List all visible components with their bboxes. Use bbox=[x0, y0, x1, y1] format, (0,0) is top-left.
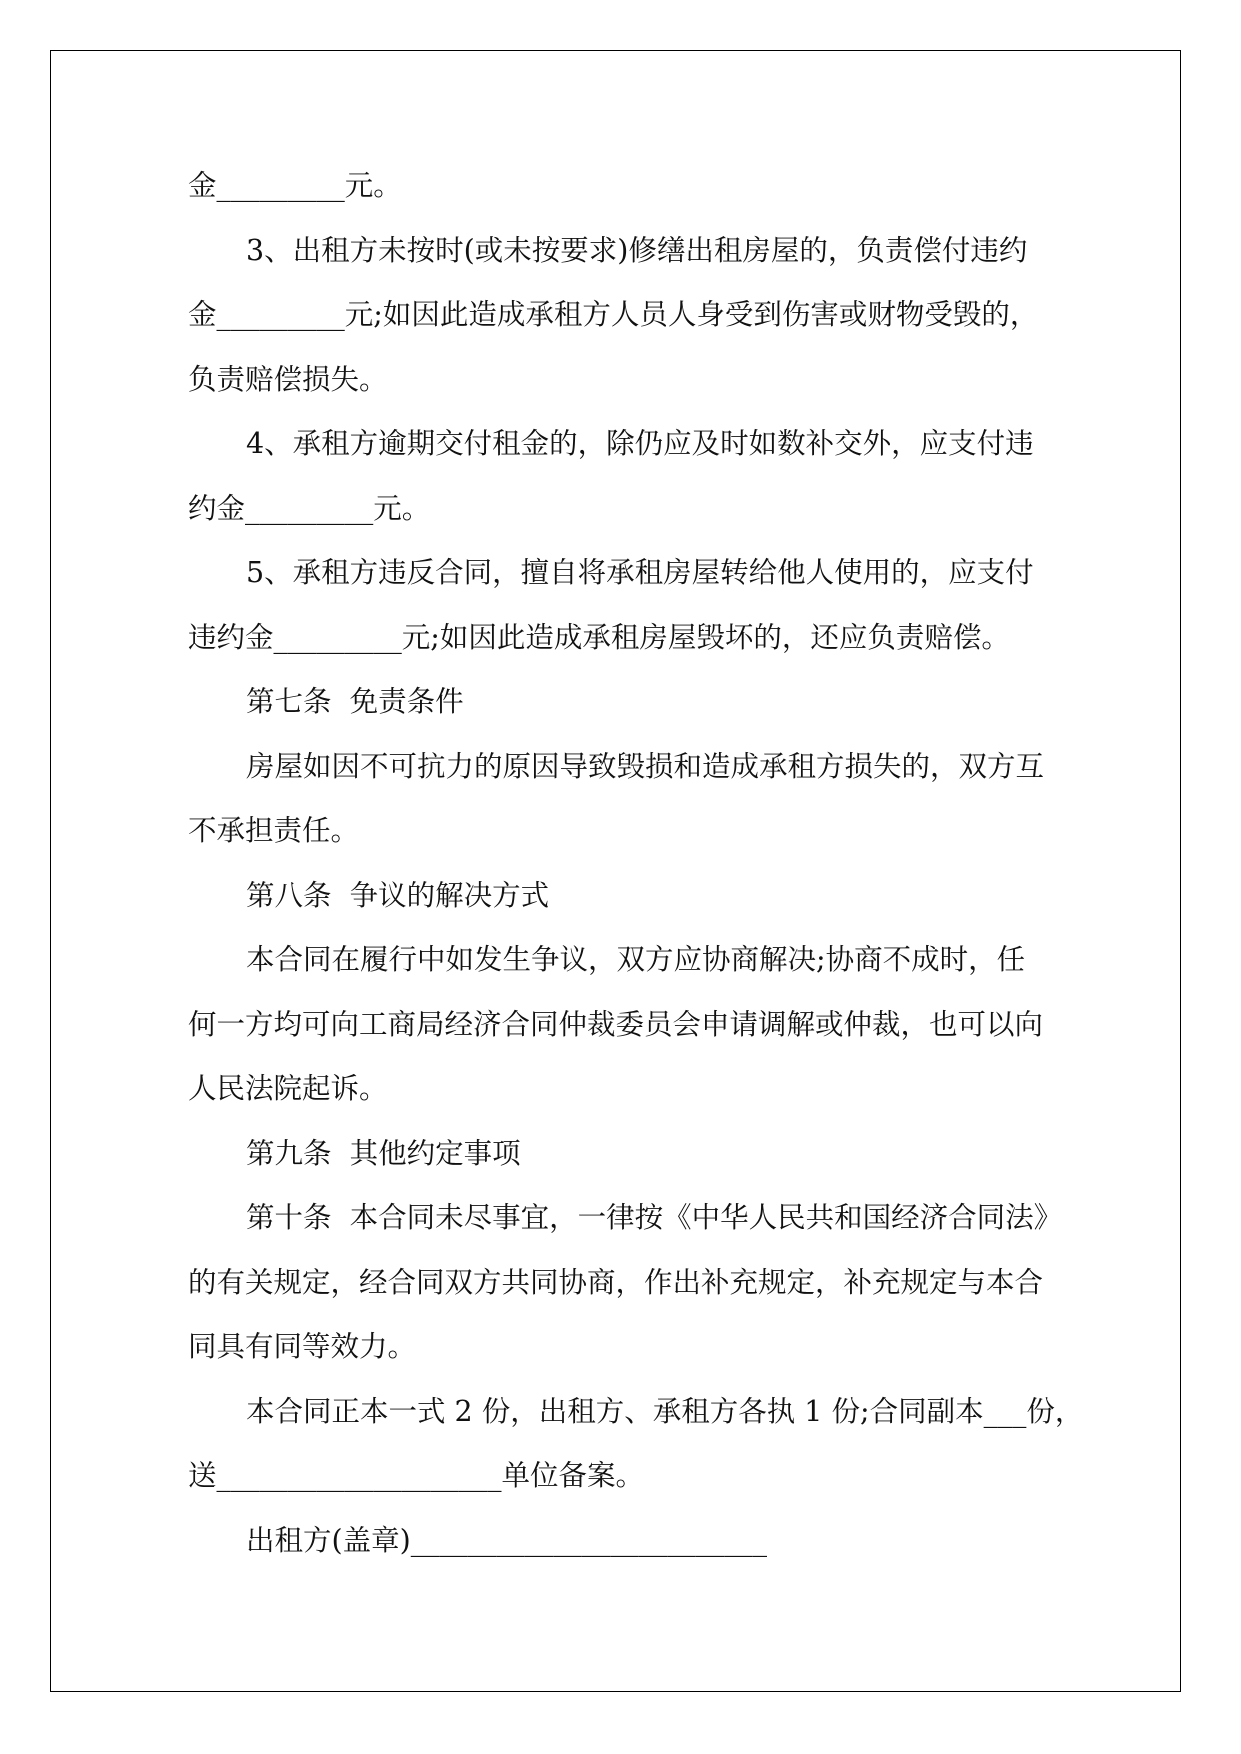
article-10-body: 第十条 本合同未尽事宜，一律按《中华人民共和国经济合同法》 bbox=[246, 1201, 1063, 1234]
text-line: 同具有同等效力。 bbox=[188, 1330, 417, 1363]
article-7-body: 房屋如因不可抗力的原因导致毁损和造成承租方损失的，双方互 bbox=[246, 749, 1045, 783]
text-line: 人民法院起诉。 bbox=[188, 1072, 388, 1105]
article-7-heading: 第七条 免责条件 bbox=[246, 685, 464, 718]
article-8-body: 本合同在履行中如发生争议，双方应协商解决;协商不成时，任 bbox=[246, 943, 1026, 976]
text-line: 何一方均可向工商局经济合同仲裁委员会申请调解或仲裁，也可以向 bbox=[188, 1007, 1044, 1041]
text-line: 负责赔偿损失。 bbox=[188, 362, 388, 396]
clause-item-5: 5、承租方违反合同，擅自将承租房屋转给他人使用的，应支付 bbox=[246, 556, 1034, 589]
article-9-heading: 第九条 其他约定事项 bbox=[246, 1136, 521, 1170]
lessor-signature-line: 出租方(盖章)_________________________ bbox=[246, 1523, 767, 1557]
document-body bbox=[188, 154, 1084, 1573]
clause-item-3: 3、出租方未按时(或未按要求)修缮出租房屋的，负责偿付违约 bbox=[246, 233, 1028, 267]
clause-item-4: 4、承租方逾期交付租金的，除仍应及时如数补交外，应支付违 bbox=[246, 427, 1034, 460]
text-line: 约金_________元。 bbox=[188, 491, 431, 525]
article-8-heading: 第八条 争议的解决方式 bbox=[246, 878, 550, 912]
copies-paragraph: 本合同正本一式 2 份，出租方、承租方各执 1 份;合同副本___份， bbox=[246, 1394, 1084, 1428]
text-line: 金_________元。 bbox=[188, 169, 402, 202]
text-line: 违约金_________元;如因此造成承租房屋毁坏的，还应负责赔偿。 bbox=[188, 620, 1010, 654]
text-line: 不承担责任。 bbox=[188, 814, 360, 847]
text-line: 送____________________单位备案。 bbox=[188, 1459, 645, 1492]
text-line: 的有关规定，经合同双方共同协商，作出补充规定，补充规定与本合 bbox=[188, 1265, 1044, 1299]
text-line: 金_________元;如因此造成承租方人员人身受到伤害或财物受毁的， bbox=[188, 298, 1039, 331]
